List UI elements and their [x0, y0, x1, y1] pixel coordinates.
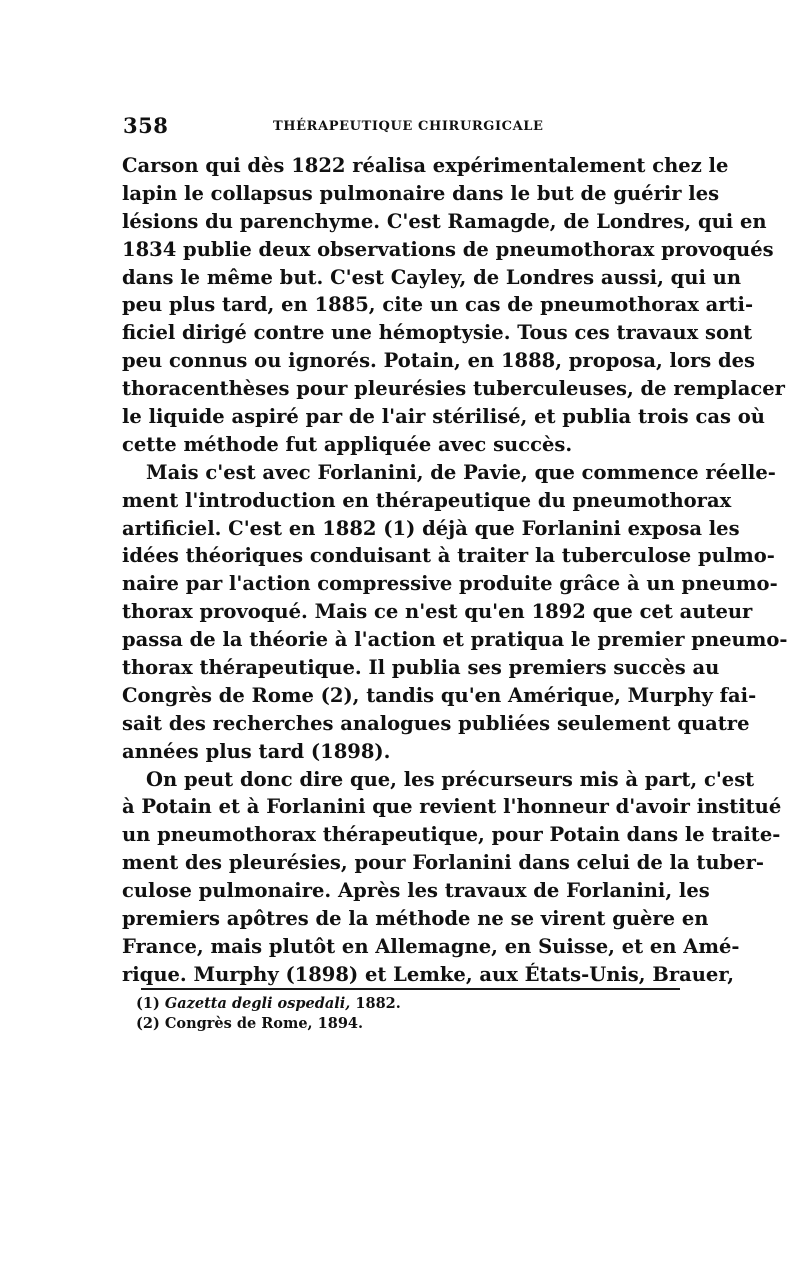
- footnote-marker: (1): [136, 995, 160, 1012]
- text-line: thoracenthèses pour pleurésies tuberculeuses, de remplacer: [122, 377, 785, 401]
- text-line: 1834 publie deux observations de pneumothorax provoqués: [122, 237, 774, 261]
- text-line: le liquide aspiré par de l'air stérilisé, et publia trois cas où: [122, 405, 765, 429]
- text-line: lésions du parenchyme. C'est Ramagde, de Londres, qui en: [122, 209, 767, 233]
- footnotes: [136, 994, 676, 1034]
- text-line: peu connus ou ignorés. Potain, en 1888, proposa, lors des: [122, 349, 756, 373]
- text-line: artificiel. C'est en 1882 (1) déjà que Forlanini exposa les: [122, 516, 740, 540]
- footnote-marker: (2): [136, 1015, 160, 1032]
- text-line: sait des recherches analogues publiées seulement quatre: [122, 711, 750, 735]
- text-line: ment des pleurésies, pour Forlanini dans celui de la tuber-: [122, 851, 764, 875]
- text-line: naire par l'action compressive produite grâce à un pneumo-: [122, 572, 778, 596]
- text-line: à Potain et à Forlanini que revient l'honneur d'avoir institué: [122, 795, 782, 819]
- text-line: Mais c'est avec Forlanini, de Pavie, que commence réelle-: [146, 460, 776, 484]
- text-line: ficiel dirigé contre une hémoptysie. Tous ces travaux sont: [122, 321, 753, 345]
- footnote-divider: [141, 988, 680, 990]
- text-line: lapin le collapsus pulmonaire dans le but de guérir les: [122, 181, 720, 205]
- text-line: un pneumothorax thérapeutique, pour Potain dans le traite-: [122, 823, 781, 847]
- text-line: thorax thérapeutique. Il publia ses premiers succès au: [122, 656, 720, 680]
- text-line: idées théoriques conduisant à traiter la tuberculose pulmo-: [122, 544, 775, 568]
- text-line: rique. Murphy (1898) et Lemke, aux États-Unis, Brauer,: [122, 962, 734, 986]
- text-line: peu plus tard, en 1885, cite un cas de pneumothorax arti-: [122, 293, 754, 317]
- footnote-detail: Congrès de Rome, 1894.: [164, 1015, 364, 1032]
- text-line: thorax provoqué. Mais ce n'est qu'en 1892 que cet auteur: [122, 600, 753, 624]
- footnote-detail: 1882.: [355, 995, 401, 1012]
- footnote-2: [136, 1014, 676, 1034]
- running-title: THÉRAPEUTIQUE CHIRURGICALE: [273, 119, 544, 134]
- text-line: France, mais plutôt en Allemagne, en Suisse, et en Amé-: [122, 934, 740, 958]
- footnote-source: Gazetta degli ospedali,: [164, 995, 351, 1012]
- text-line: années plus tard (1898).: [122, 739, 391, 763]
- text-line: passa de la théorie à l'action et pratiqua le premier pneumo-: [122, 628, 788, 652]
- text-line: cette méthode fut appliquée avec succès.: [122, 432, 573, 456]
- running-head: [123, 113, 679, 143]
- text-line: Carson qui dès 1822 réalisa expérimentalement chez le: [122, 154, 729, 177]
- text-line: culose pulmonaire. Après les travaux de Forlanini, les: [122, 879, 710, 903]
- page-number: 358: [123, 113, 169, 138]
- text-line: ment l'introduction en thérapeutique du pneumothorax: [122, 488, 732, 512]
- body-text: [122, 152, 788, 989]
- text-line: premiers apôtres de la méthode ne se virent guère en: [122, 907, 709, 931]
- text-line: dans le même but. C'est Cayley, de Londres aussi, qui un: [122, 265, 742, 289]
- footnote-1: [136, 994, 676, 1014]
- text-line: Congrès de Rome (2), tandis qu'en Amérique, Murphy fai-: [122, 683, 757, 707]
- text-line: On peut donc dire que, les précurseurs mis à part, c'est: [146, 767, 755, 791]
